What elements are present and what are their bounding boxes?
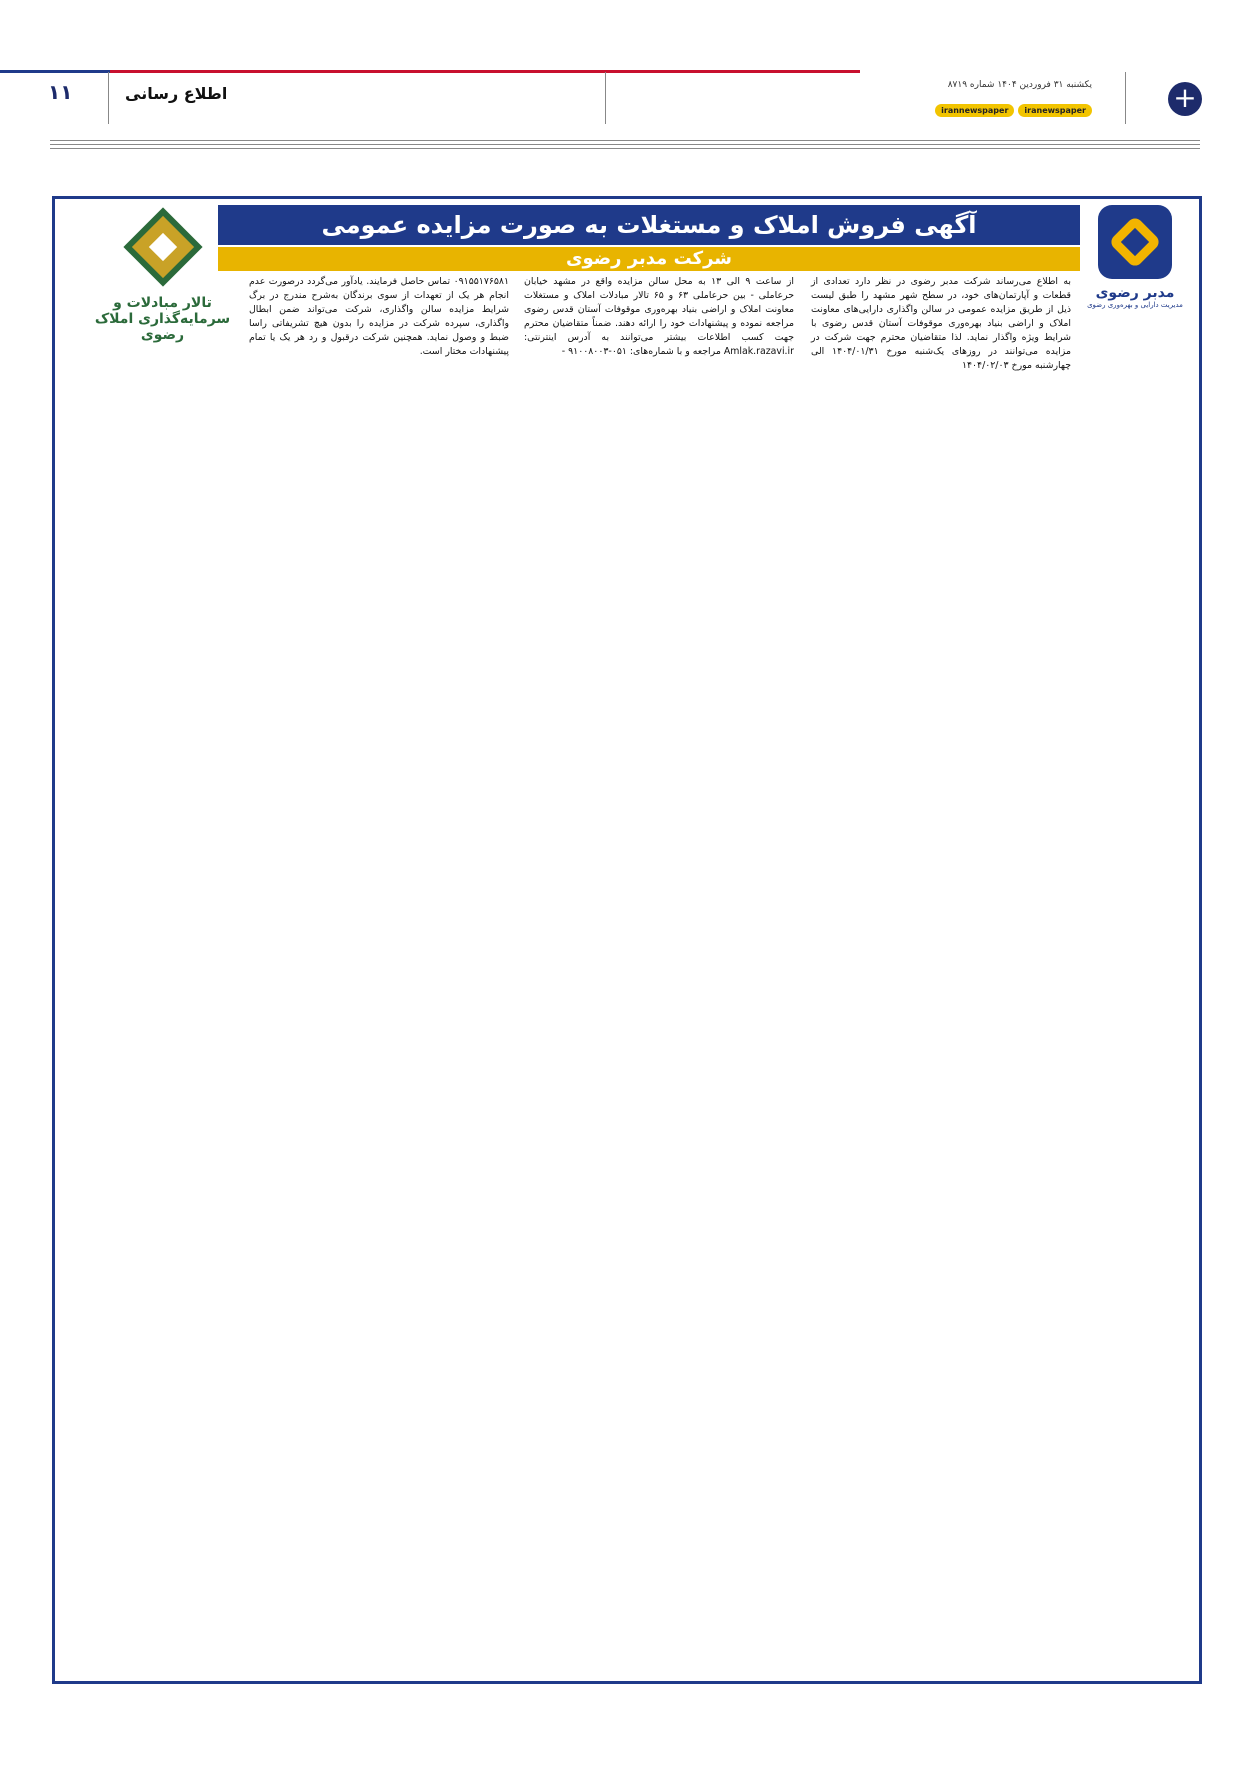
- modabber-logo: [1085, 205, 1185, 335]
- exchange-logo-line1: تالار مبادلات و: [113, 295, 212, 311]
- social-handles: [935, 104, 1092, 117]
- page-number: ۱۱: [48, 80, 73, 104]
- intro-column-1: به اطلاع می‌رساند شرکت مدبر رضوی در نظر دارد تعدادی از قطعات و آپارتمان‌های خود، در سطح شهر مشهد را طبق لیست ذیل از طریق مزایده عمومی در سالن واگذاری دارایی‌های معاونت املاک و اراضی بنیاد بهره‌وری موقوفات آستان قدس رضوی با شرایط ویژه واگذار نماید. لذا متقاضیان محترم جهت شرکت در مزایده می‌توانند در روزهای یک‌شنبه مورخ ۱۴۰۴/۰۱/۳۱ الی چهارشنبه مورخ ۱۴۰۴/۰۲/۰۳: [811, 276, 1071, 371]
- social-handle[interactable]: iranewspaper: [1018, 104, 1092, 117]
- issue-date: یکشنبه ۳۱ فروردین ۱۴۰۴ شماره ۸۷۱۹: [947, 80, 1092, 90]
- ad-header: [55, 199, 1199, 379]
- exchange-logo-icon: [123, 207, 203, 287]
- auction-ad: [52, 196, 1202, 1684]
- exchange-logo-line2: سرمایه‌گذاری املاک رضوی: [94, 311, 231, 343]
- ad-title: آگهی فروش املاک و مستغلات به صورت مزایده عمومی: [218, 205, 1080, 245]
- plus-icon[interactable]: +: [1168, 82, 1202, 116]
- section-title: اطلاع رسانی: [125, 84, 228, 103]
- intro-column-2: از ساعت ۹ الی ۱۳ به محل سالن مزایده واقع در مشهد خیابان حرعاملی - بین حرعاملی ۶۳ و ۶۵ تالار مبادلات املاک و مستغلات معاونت املاک و اراضی بنیاد بهره‌وری موقوفات آستان قدس رضوی مراجعه نموده و پیشنهادات خود را ارائه دهند. ضمناً متقاضیان محترم جهت کسب اطلاعات بیشتر می‌توانند به آدرس اینترنتی: Amlak.razavi.ir مراجعه و با شماره‌های: ۰۵۱-۹۱۰۰۸۰۰۳ -: [524, 276, 795, 357]
- newspaper-header: [0, 66, 1250, 146]
- modabber-logo-sub: مدیریت دارایی و بهره‌وری رضوی: [1087, 301, 1183, 309]
- divider: [1125, 72, 1126, 124]
- company-name: شرکت مدبر رضوی: [218, 247, 1080, 271]
- divider: [108, 72, 109, 124]
- divider: [605, 72, 606, 124]
- header-red-rule: [110, 70, 860, 73]
- intro-column-3: ۰۹۱۵۵۱۷۶۵۸۱ تماس حاصل فرمایند. یادآور می‌گردد درصورت عدم انجام هر یک از تعهدات از سوی برندگان به‌شرح مندرج در برگ شرایط مزایده سالن واگذاری، شرکت می‌تواند ضمن ابطال واگذاری، سپرده شرکت در مزایده را بدون هیچ تشریفاتی راسا ضبط و وصول نماید. همچنین شرکت درقبول و رد هر یک یا تمام پیشنهادات مختار است.: [249, 276, 509, 357]
- modabber-logo-icon: [1098, 205, 1172, 279]
- social-handle[interactable]: irannewspaper: [935, 104, 1014, 117]
- modabber-logo-name: مدبر رضوی: [1095, 285, 1175, 301]
- header-rules: [50, 140, 1200, 152]
